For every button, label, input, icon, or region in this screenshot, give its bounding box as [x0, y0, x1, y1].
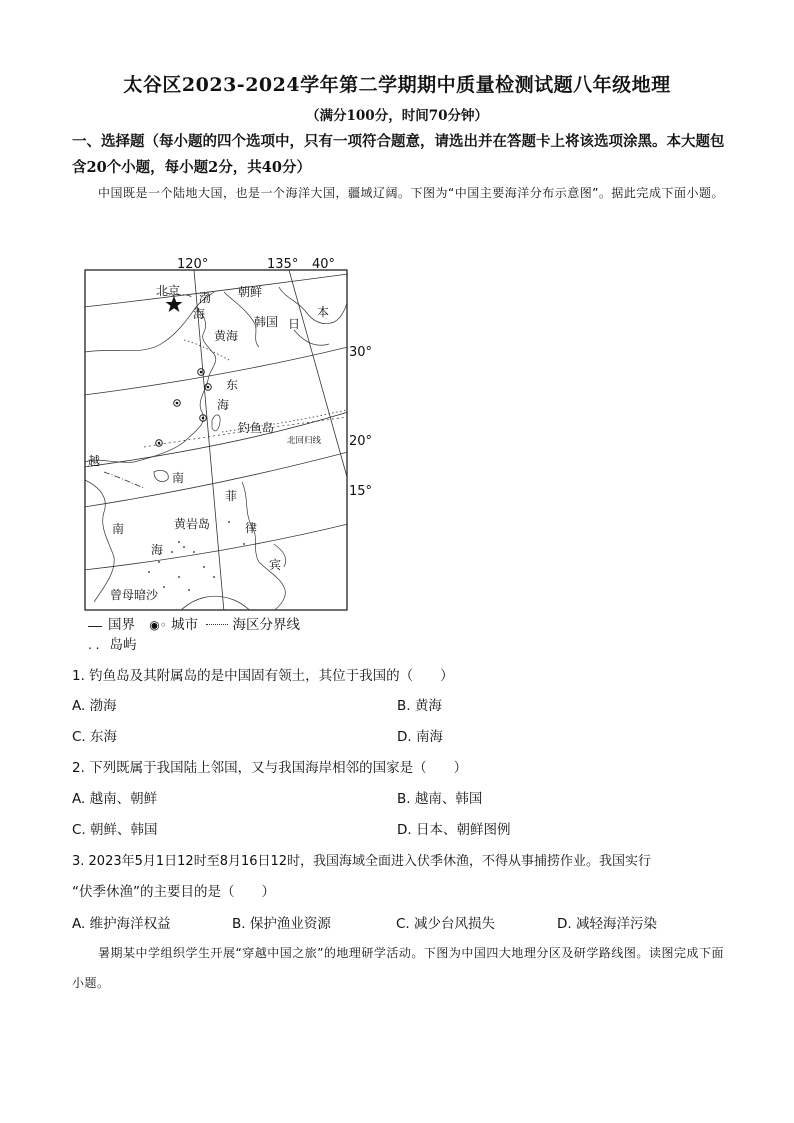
- label-nan2: 南: [112, 522, 125, 536]
- question-2-stem: 2. 下列既属于我国陆上邻国，又与我国海岸相邻的国家是（ ）: [72, 760, 468, 776]
- question-1-option-a: A. 渤海: [72, 698, 117, 714]
- sea-map: [84, 252, 424, 652]
- intro-paragraph-2: 暑期某中学组织学生开展“穿越中国之旅”的地理研学活动。下图为中国四大地理分区及研学路线图。读图完成下面小题。: [72, 946, 724, 990]
- label-huangyandao: 黄岩岛: [174, 517, 211, 531]
- label-ri: 日: [288, 317, 301, 331]
- page-title: 太谷区2023-2024学年第二学期期中质量检测试题八年级地理: [123, 74, 671, 96]
- label-chaoxian: 朝鲜: [238, 285, 263, 299]
- label-fei: 菲: [225, 489, 238, 503]
- label-nan1: 南: [172, 471, 185, 485]
- lon-label-40: 40°: [312, 257, 336, 272]
- label-tropic: 北回归线: [287, 436, 322, 446]
- question-3-stem-line-2: “伏季休渔”的主要目的是（ ）: [72, 884, 275, 900]
- label-zengmu: 曾母暗沙: [110, 588, 159, 602]
- question-3-stem-line-1: 3. 2023年5月1日12时至8月16日12时，我国海域全面进入伏季休渔，不得从事捕捞作业。我国实行: [72, 854, 652, 869]
- lon-label-135: 135°: [267, 257, 299, 272]
- legend-border-label: 国界: [108, 617, 135, 633]
- label-hai2: 海: [217, 398, 230, 412]
- sea-boundary-legend-icon: [206, 624, 228, 625]
- legend-city-label: 城市: [171, 617, 199, 633]
- label-bo: 渤: [199, 291, 212, 305]
- map-figure: [84, 252, 424, 652]
- legend-island-label: 岛屿: [109, 637, 137, 653]
- label-dong: 东: [226, 378, 239, 392]
- border-legend-icon: [88, 626, 102, 627]
- question-1-option-d: D. 南海: [397, 729, 443, 745]
- legend-row-2: [88, 633, 136, 653]
- question-1-option-b: B. 黄海: [397, 698, 442, 714]
- question-2-option-c: C. 朝鲜、韩国: [72, 822, 158, 838]
- label-yue: 越: [88, 454, 101, 468]
- question-1-option-c: C. 东海: [72, 729, 118, 745]
- intro-paragraph-1: 中国既是一个陆地大国，也是一个海洋大国，疆域辽阔。下图为“中国主要海洋分布示意图”。据此完成下面小题。: [98, 186, 724, 200]
- section-heading: 一、选择题（每小题的四个选项中，只有一项符合题意，请选出并在答题卡上将该选项涂黑。本大题包含20个小题，每小题2分，共40分）: [72, 133, 725, 176]
- label-lv: 律: [245, 521, 258, 535]
- island-legend-icon: . .: [88, 638, 100, 652]
- legend-sea-boundary-label: 海区分界线: [232, 617, 300, 633]
- question-2-option-a: A. 越南、朝鲜: [72, 791, 158, 807]
- question-2-option-b: B. 越南、韩国: [397, 791, 483, 807]
- city-legend-icon: ◉◦: [149, 618, 167, 632]
- label-diaoyudao: 钓鱼岛: [238, 421, 275, 435]
- question-3-option-b: B. 保护渔业资源: [232, 916, 331, 932]
- label-bin: 宾: [269, 558, 282, 572]
- label-beijing: 北京: [156, 284, 181, 298]
- lat-label-20: 20°: [349, 434, 373, 449]
- lon-label-120: 120°: [177, 257, 209, 272]
- label-ben: 本: [317, 305, 330, 319]
- question-3-option-d: D. 减轻海洋污染: [557, 916, 657, 932]
- page-subtitle: （满分100分，时间70分钟）: [306, 108, 488, 124]
- label-hanguo: 韩国: [254, 315, 279, 329]
- question-3-option-c: C. 减少台风损失: [396, 916, 496, 932]
- lat-label-15: 15°: [349, 484, 373, 499]
- question-3-option-a: A. 维护海洋权益: [72, 916, 171, 932]
- legend-row-1: [88, 613, 300, 633]
- question-1-stem: 1. 钓鱼岛及其附属岛的是中国固有领土，其位于我国的（ ）: [72, 668, 454, 684]
- label-hai3: 海: [151, 543, 164, 557]
- label-hai1: 海: [193, 307, 206, 321]
- question-2-option-d: D. 日本、朝鲜图例: [397, 822, 511, 838]
- lat-label-30: 30°: [349, 345, 373, 360]
- label-huanghai: 黄海: [214, 329, 239, 343]
